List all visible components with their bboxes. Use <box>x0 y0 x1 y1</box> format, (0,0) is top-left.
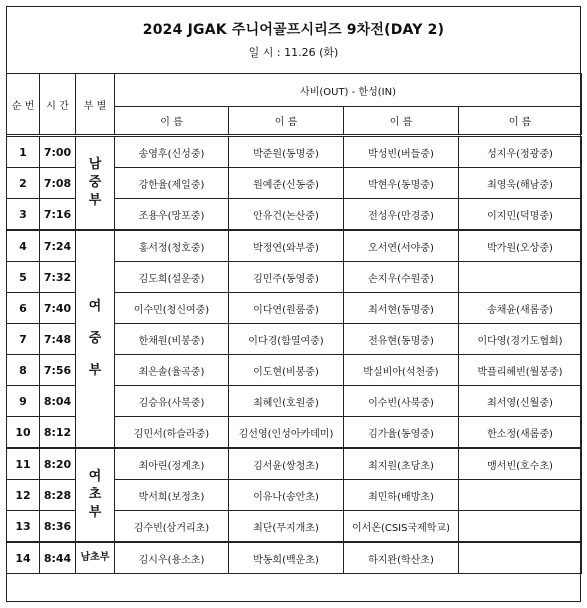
player-cell: 한소정(새롬중) <box>459 417 582 449</box>
player-cell: 김선영(인성아카데미) <box>229 417 344 449</box>
player-cell: 손지우(수원중) <box>344 262 459 293</box>
player-cell: 이수빈(사북중) <box>344 386 459 417</box>
player-cell: 송영후(신성중) <box>115 136 229 168</box>
row-number: 10 <box>7 417 40 449</box>
row-number: 6 <box>7 293 40 324</box>
tee-time: 8:36 <box>40 511 76 543</box>
row-number: 13 <box>7 511 40 543</box>
division-cell: 남 중 부 <box>76 136 115 231</box>
header-order: 순 번 <box>7 74 40 136</box>
row-number: 4 <box>7 230 40 262</box>
player-cell: 박현우(동명중) <box>344 168 459 199</box>
player-cell: 김수빈(삼거리초) <box>115 511 229 543</box>
player-cell: 송채윤(새롬중) <box>459 293 582 324</box>
player-cell: 이도현(비봉중) <box>229 355 344 386</box>
player-cell: 이지민(덕명중) <box>459 199 582 231</box>
player-cell: 김서윤(쌍청초) <box>229 448 344 480</box>
player-cell <box>459 511 582 543</box>
row-number: 12 <box>7 480 40 511</box>
player-cell: 박서희(보정초) <box>115 480 229 511</box>
player-cell: 하지완(학산초) <box>344 542 459 574</box>
row-number: 11 <box>7 448 40 480</box>
player-cell: 최지원(초당초) <box>344 448 459 480</box>
tee-time: 7:00 <box>40 136 76 168</box>
player-cell: 박가원(오상중) <box>459 230 582 262</box>
player-cell: 이다연(원룸중) <box>229 293 344 324</box>
player-cell: 한채원(비봉중) <box>115 324 229 355</box>
tee-time: 7:16 <box>40 199 76 231</box>
player-cell <box>459 542 582 574</box>
tee-time: 8:44 <box>40 542 76 574</box>
tee-time-table <box>6 73 582 574</box>
event-date: 일 시 : 11.26 (화) <box>248 46 339 59</box>
player-cell: 최단(무지개초) <box>229 511 344 543</box>
division-cell: 여 중 부 <box>76 230 115 448</box>
table-row <box>7 230 582 262</box>
page-title: 2024 JGAK 주니어골프시리즈 9차전(DAY 2) <box>142 22 445 38</box>
player-cell: 최영욱(해남중) <box>459 168 582 199</box>
player-cell: 최은솔(율곡중) <box>115 355 229 386</box>
header-time: 시 간 <box>40 74 76 136</box>
player-cell: 전성우(만경중) <box>344 199 459 231</box>
player-cell: 안유건(논산중) <box>229 199 344 231</box>
player-cell: 성지우(정광중) <box>459 136 582 168</box>
player-cell: 김도희(설운중) <box>115 262 229 293</box>
header-course: 사비(OUT) - 한성(IN) <box>115 74 582 107</box>
player-cell: 박성빈(버들중) <box>344 136 459 168</box>
player-cell: 김민서(하슬라중) <box>115 417 229 449</box>
row-number: 5 <box>7 262 40 293</box>
table-row <box>7 542 582 574</box>
player-cell: 박플리혜빈(월봉중) <box>459 355 582 386</box>
player-cell: 박준원(동명중) <box>229 136 344 168</box>
player-cell <box>459 262 582 293</box>
player-cell: 강한율(제일중) <box>115 168 229 199</box>
player-cell: 이수민(청신여중) <box>115 293 229 324</box>
player-cell: 최아린(정계초) <box>115 448 229 480</box>
player-cell: 최서현(동명중) <box>344 293 459 324</box>
division-cell: 남초부 <box>76 542 115 574</box>
player-cell: 오서연(서야중) <box>344 230 459 262</box>
player-cell: 박정연(와부중) <box>229 230 344 262</box>
row-number: 1 <box>7 136 40 168</box>
player-cell: 최혜인(호원중) <box>229 386 344 417</box>
player-cell: 박실비아(석천중) <box>344 355 459 386</box>
tee-time: 7:56 <box>40 355 76 386</box>
header-name-3: 이 름 <box>344 107 459 136</box>
tee-time: 8:12 <box>40 417 76 449</box>
row-number: 8 <box>7 355 40 386</box>
header-name-4: 이 름 <box>459 107 582 136</box>
player-cell: 김시우(용소초) <box>115 542 229 574</box>
row-number: 2 <box>7 168 40 199</box>
player-cell: 이다영(경기도협회) <box>459 324 582 355</box>
player-cell: 박동희(백운초) <box>229 542 344 574</box>
player-cell: 김승유(사북중) <box>115 386 229 417</box>
row-number: 7 <box>7 324 40 355</box>
player-cell: 조용우(망포중) <box>115 199 229 231</box>
row-number: 3 <box>7 199 40 231</box>
tee-time: 8:20 <box>40 448 76 480</box>
tee-time: 7:32 <box>40 262 76 293</box>
header-division: 부 별 <box>76 74 115 136</box>
player-cell: 김가율(동영중) <box>344 417 459 449</box>
tee-time: 7:08 <box>40 168 76 199</box>
sheet-header <box>7 7 580 74</box>
tee-time-sheet <box>6 6 581 602</box>
player-cell: 홍서정(청호중) <box>115 230 229 262</box>
tee-time: 7:24 <box>40 230 76 262</box>
header-name-2: 이 름 <box>229 107 344 136</box>
player-cell: 이서온(CSIS국제학교) <box>344 511 459 543</box>
player-cell: 원예준(신동중) <box>229 168 344 199</box>
table-row <box>7 136 582 168</box>
header-name-1: 이 름 <box>115 107 229 136</box>
tee-time: 8:28 <box>40 480 76 511</box>
player-cell: 최서영(신월중) <box>459 386 582 417</box>
player-cell: 최민하(배방초) <box>344 480 459 511</box>
player-cell: 이다경(함열여중) <box>229 324 344 355</box>
player-cell: 전유현(동명중) <box>344 324 459 355</box>
player-cell: 김민주(동영중) <box>229 262 344 293</box>
tee-time: 7:48 <box>40 324 76 355</box>
table-row <box>7 448 582 480</box>
tee-time: 7:40 <box>40 293 76 324</box>
division-cell: 여 초 부 <box>76 448 115 542</box>
player-cell: 맹서빈(호수초) <box>459 448 582 480</box>
row-number: 9 <box>7 386 40 417</box>
player-cell <box>459 480 582 511</box>
player-cell: 이유나(송안초) <box>229 480 344 511</box>
tee-time: 8:04 <box>40 386 76 417</box>
row-number: 14 <box>7 542 40 574</box>
